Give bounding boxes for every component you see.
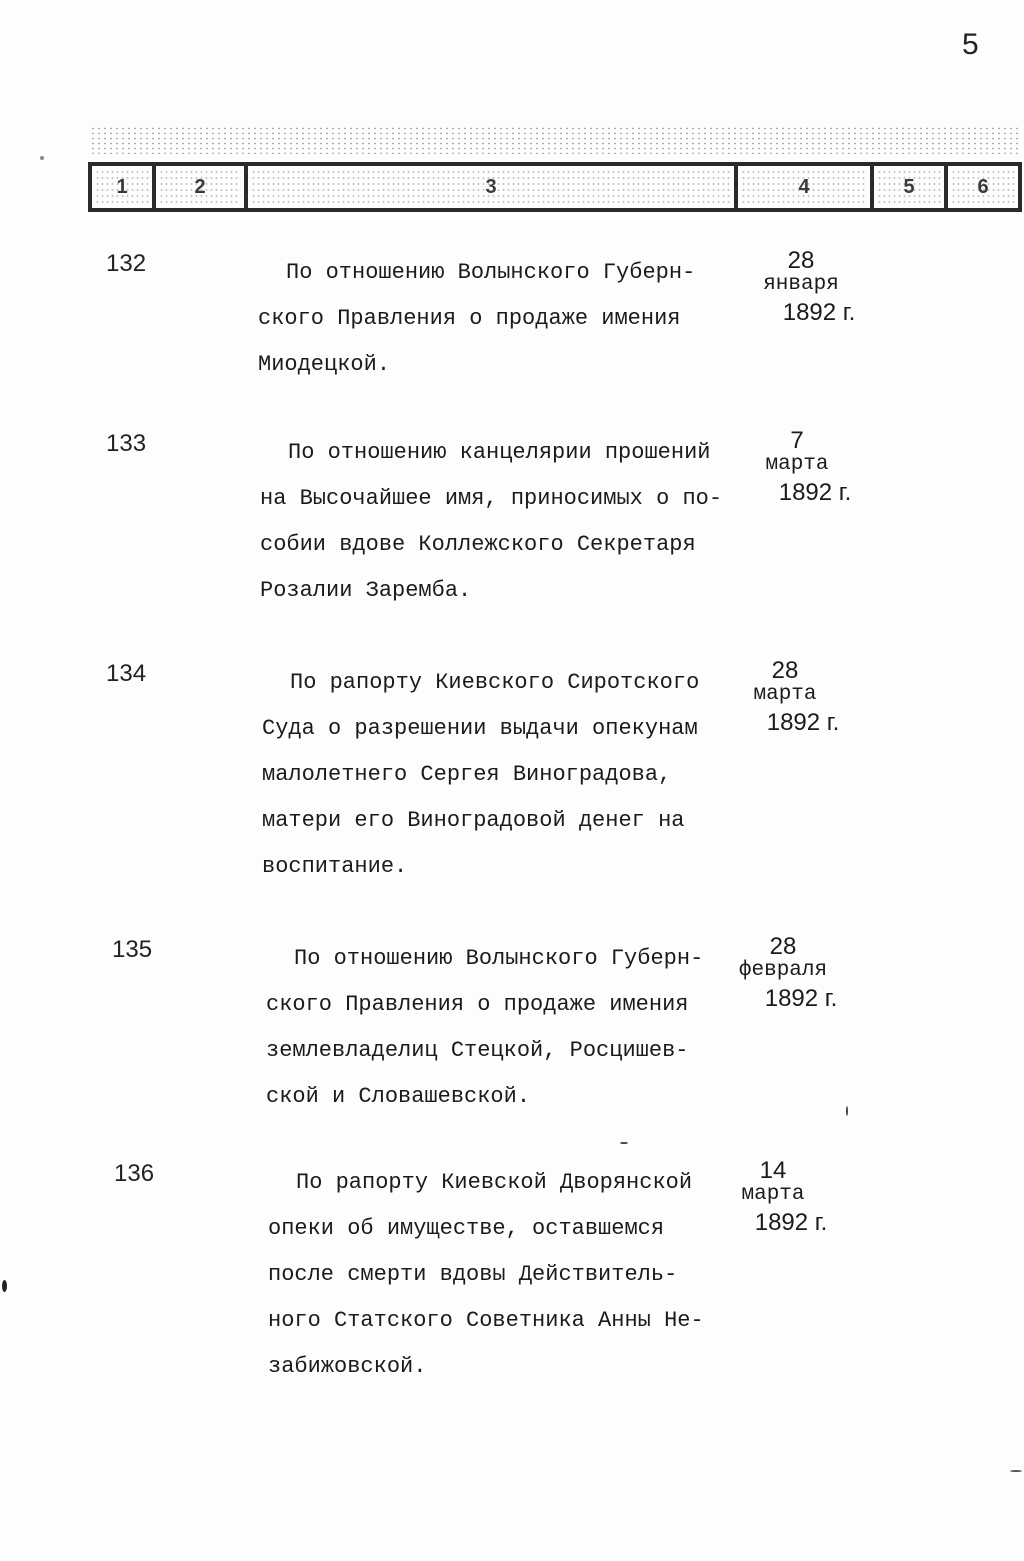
entry-date-day: 28: [771, 657, 799, 684]
entry-line: Розалии Заремба.: [260, 578, 472, 603]
entry-line: ского Правления о продаже имения: [266, 992, 689, 1017]
column-header-6: 6: [944, 166, 1022, 208]
entry-date-day: 14: [759, 1157, 787, 1184]
entry-date: [718, 1158, 828, 1240]
entry-line: ской и Словашевской.: [266, 1084, 531, 1109]
entry-description: [258, 250, 738, 388]
entry-line: после смерти вдовы Действитель-: [268, 1262, 678, 1287]
entry-date-day: 28: [769, 933, 797, 960]
entry-date-month: марта: [753, 683, 817, 706]
entry-line: По рапорту Киевского Сиротского: [290, 670, 700, 695]
entry-line: на Высочайшее имя, приносимых о по-: [260, 486, 723, 511]
column-header-2: 2: [152, 166, 244, 208]
entry-number: 133: [106, 430, 147, 457]
entry-line: опеки об имуществе, оставшемся: [268, 1216, 665, 1241]
entry-number: 134: [106, 660, 147, 687]
entry-line: матери его Виноградовой денег на: [262, 808, 685, 833]
column-header-1: 1: [88, 166, 152, 208]
entry-date-month: января: [763, 273, 839, 296]
scan-speck: [1010, 1470, 1022, 1472]
entry-description: [268, 1160, 748, 1390]
entry-number: 136: [114, 1160, 155, 1187]
entry-line: собии вдове Коллежского Секретаря: [260, 532, 696, 557]
column-header-4: 4: [734, 166, 870, 208]
entry-line: По отношению Волынского Губерн-: [286, 260, 696, 285]
entry-description: [262, 660, 742, 890]
entry-line: землевладелиц Стецкой, Росцишев-: [266, 1038, 689, 1063]
entry-line: ного Статского Советника Анны Не-: [268, 1308, 704, 1333]
column-header-3: 3: [244, 166, 734, 208]
entry-date-year: 1892 г.: [766, 709, 840, 736]
entry-date-month: февраля: [738, 959, 828, 982]
entry-line: Суда о разрешении выдачи опекунам: [262, 716, 698, 741]
entry-date: [746, 248, 856, 330]
entry-description: [260, 430, 740, 614]
column-header-row: [88, 162, 1022, 212]
entry-line: забижовской.: [268, 1354, 427, 1379]
entry-date: [730, 658, 840, 740]
entry-date-month: марта: [741, 1183, 805, 1206]
entry-date-year: 1892 г.: [754, 1209, 828, 1236]
header-noise: [90, 126, 1020, 154]
entry-date: [728, 934, 838, 1016]
scan-speck: [846, 1106, 848, 1116]
entry-date-day: 28: [787, 247, 815, 274]
entry-line: По отношению канцелярии прошений: [288, 440, 711, 465]
page-number: 5: [962, 28, 979, 61]
entry-date-day: 7: [790, 427, 804, 454]
entry-line: Миодецкой.: [258, 352, 391, 377]
entry-line: По рапорту Киевской Дворянской: [296, 1170, 693, 1195]
entry-date-month: марта: [765, 453, 829, 476]
entry-date-year: 1892 г.: [764, 985, 838, 1012]
entry-date: [742, 428, 852, 510]
entry-line: малолетнего Сергея Виноградова,: [262, 762, 672, 787]
entry-number: 135: [112, 936, 153, 963]
entry-line: воспитание.: [262, 854, 408, 879]
scan-speck: [2, 1280, 7, 1292]
entry-date-year: 1892 г.: [782, 299, 856, 326]
entry-description: [266, 936, 746, 1120]
scan-speck: [40, 156, 44, 160]
entry-date-year: 1892 г.: [778, 479, 852, 506]
entry-number: 132: [106, 250, 147, 277]
entry-line: По отношению Волынского Губерн-: [294, 946, 704, 971]
column-header-5: 5: [870, 166, 944, 208]
scan-speck: [620, 1142, 628, 1144]
entry-line: ского Правления о продаже имения: [258, 306, 681, 331]
